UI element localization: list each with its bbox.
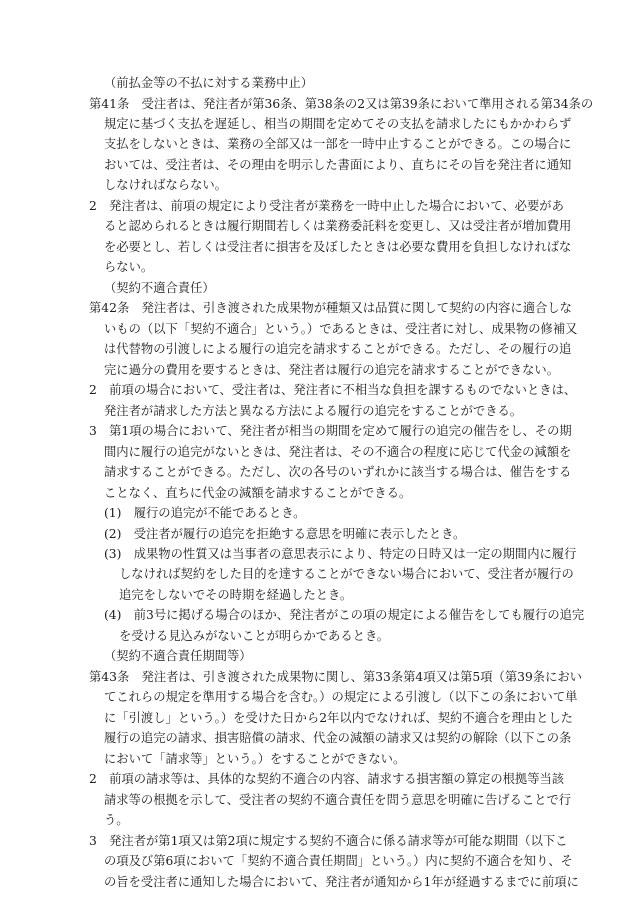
article-41-para-2-line-1: 2 発注者は、前項の規定により受注者が業務を一時中止した場合において、必要があ: [89, 198, 564, 213]
article-42-para-3-line-4: ことなく、直ちに代金の減額を請求することができる。: [104, 485, 412, 500]
article-43-line-5: において「請求等」という。）をすることができない。: [104, 751, 406, 766]
item-3-line-3: 追完をしないでその時期を経過したとき。: [119, 587, 353, 602]
item-2: (2) 受注者が履行の追完を拒絶する意思を明確に表示したとき。: [104, 526, 466, 541]
item-3-line-1: (3) 成果物の性質又は当事者の意思表示により、特定の日時又は一定の期間内に履行: [104, 546, 577, 561]
article-42-para-3-line-2: 間内に履行の追完がないときは、発注者は、その不適合の程度に応じて代金の減額を: [104, 444, 572, 459]
item-4-line-2: を受ける見込みがないことが明らかであるとき。: [119, 628, 390, 643]
article-41-line-2: 規定に基づく支払を遅延し、相当の期間を定めてその支払を請求したにもかかわらず: [104, 117, 572, 131]
article-43-line-2: てこれらの規定を準用する場合を含む。）の規定による引渡し（以下この条において単: [104, 690, 578, 705]
document-line-39: の項及び第6項において「契約不適合責任期間」という。）内に契約不適合を知り、そ: [104, 854, 573, 869]
article-42-para-2-line-2: 発注者が請求した方法と異なる方法による履行の追完をすることができる。: [104, 403, 523, 418]
document-line-35: 2 前項の請求等は、具体的な契約不適合の内容、請求する損害額の算定の根拠等当該: [89, 772, 565, 787]
section-heading-42: （契約不適合責任）: [104, 280, 215, 295]
document-line-36: 請求等の根拠を示して、受注者の契約不適合責任を問う意思を明確に告げることで行: [104, 792, 572, 807]
article-41-para-2-line-2: ると認められるときは履行期間若しくは業務委託料を変更し、又は受注者が増加費用: [104, 219, 572, 234]
article-41-line-5: しなければならない。: [104, 178, 227, 193]
article-43-line-3: に「引渡し」という。）を受けた日から2年以内でなければ、契約不適合を理由とした: [104, 710, 573, 725]
section-heading-43: （契約不適合責任期間等）: [104, 649, 252, 664]
item-4-line-1: (4) 前3号に掲げる場合のほか、発注者がこの項の規定による催告をしても履行の追完: [104, 608, 585, 623]
article-42-line-2: いもの（以下「契約不適合」という。）であるときは、受注者に対し、成果物の修補又: [104, 321, 578, 336]
article-41-para-2-line-3: を必要とし、若しくは受注者に損害を及ぼしたときは必要な費用を負担しなければな: [104, 239, 572, 254]
document-line-40: の旨を受注者に通知した場合において、発注者が通知から1年が経過するまでに前項に: [104, 874, 579, 889]
article-42-line-3: は代替物の引渡しによる履行の追完を請求することができる。ただし、その履行の追: [104, 342, 572, 357]
article-42-line-1: 第42条 発注者は、引き渡された成果物が種類又は品質に関して契約の内容に適合しな: [89, 301, 572, 316]
article-43-line-4: 履行の追完の請求、損害賠償の請求、代金の減額の請求又は契約の解除（以下この条: [104, 731, 572, 746]
article-41-para-2-line-4: らない。: [104, 260, 154, 275]
article-41-line-4: おいては、受注者は、その理由を明示した書面により、直ちにその旨を発注者に通知: [104, 157, 572, 172]
item-3-line-2: しなければ契約をした目的を達することができない場合において、受注者が履行の: [119, 567, 574, 582]
document-line-38: 3 発注者が第1項又は第2項に規定する契約不適合に係る請求等が可能な期間（以下こ: [89, 833, 568, 848]
article-42-line-4: 完に過分の費用を要するときは、発注者は履行の追完を請求することができない。: [104, 362, 559, 377]
item-1: (1) 履行の追完が不能であるとき。: [104, 506, 306, 520]
article-41-line-3: 支払をしないときは、業務の全部又は一部を一時中止することができる。この場合に: [104, 137, 572, 152]
section-heading-41: （前払金等の不払に対する業務中止）: [104, 76, 314, 90]
article-42-para-3-line-3: 請求することができる。ただし、次の各号のいずれかに該当する場合は、催告をする: [104, 465, 572, 479]
article-43-line-1: 第43条 発注者は、引き渡された成果物に関し、第33条第4項又は第5項（第39条におい: [89, 669, 582, 684]
article-42-para-2-line-1: 2 前項の場合において、受注者は、発注者に不相当な負担を課するものでないときは、: [89, 383, 577, 398]
article-42-para-3-line-1: 3 第1項の場合において、発注者が相当の期間を定めて履行の追完の催告をし、その期: [89, 424, 572, 439]
document-line-37: う。: [104, 813, 129, 828]
article-41-line-1: 第41条 受注者は、発注者が第36条、第38条の2又は第39条において準用される第34条の: [89, 96, 594, 111]
